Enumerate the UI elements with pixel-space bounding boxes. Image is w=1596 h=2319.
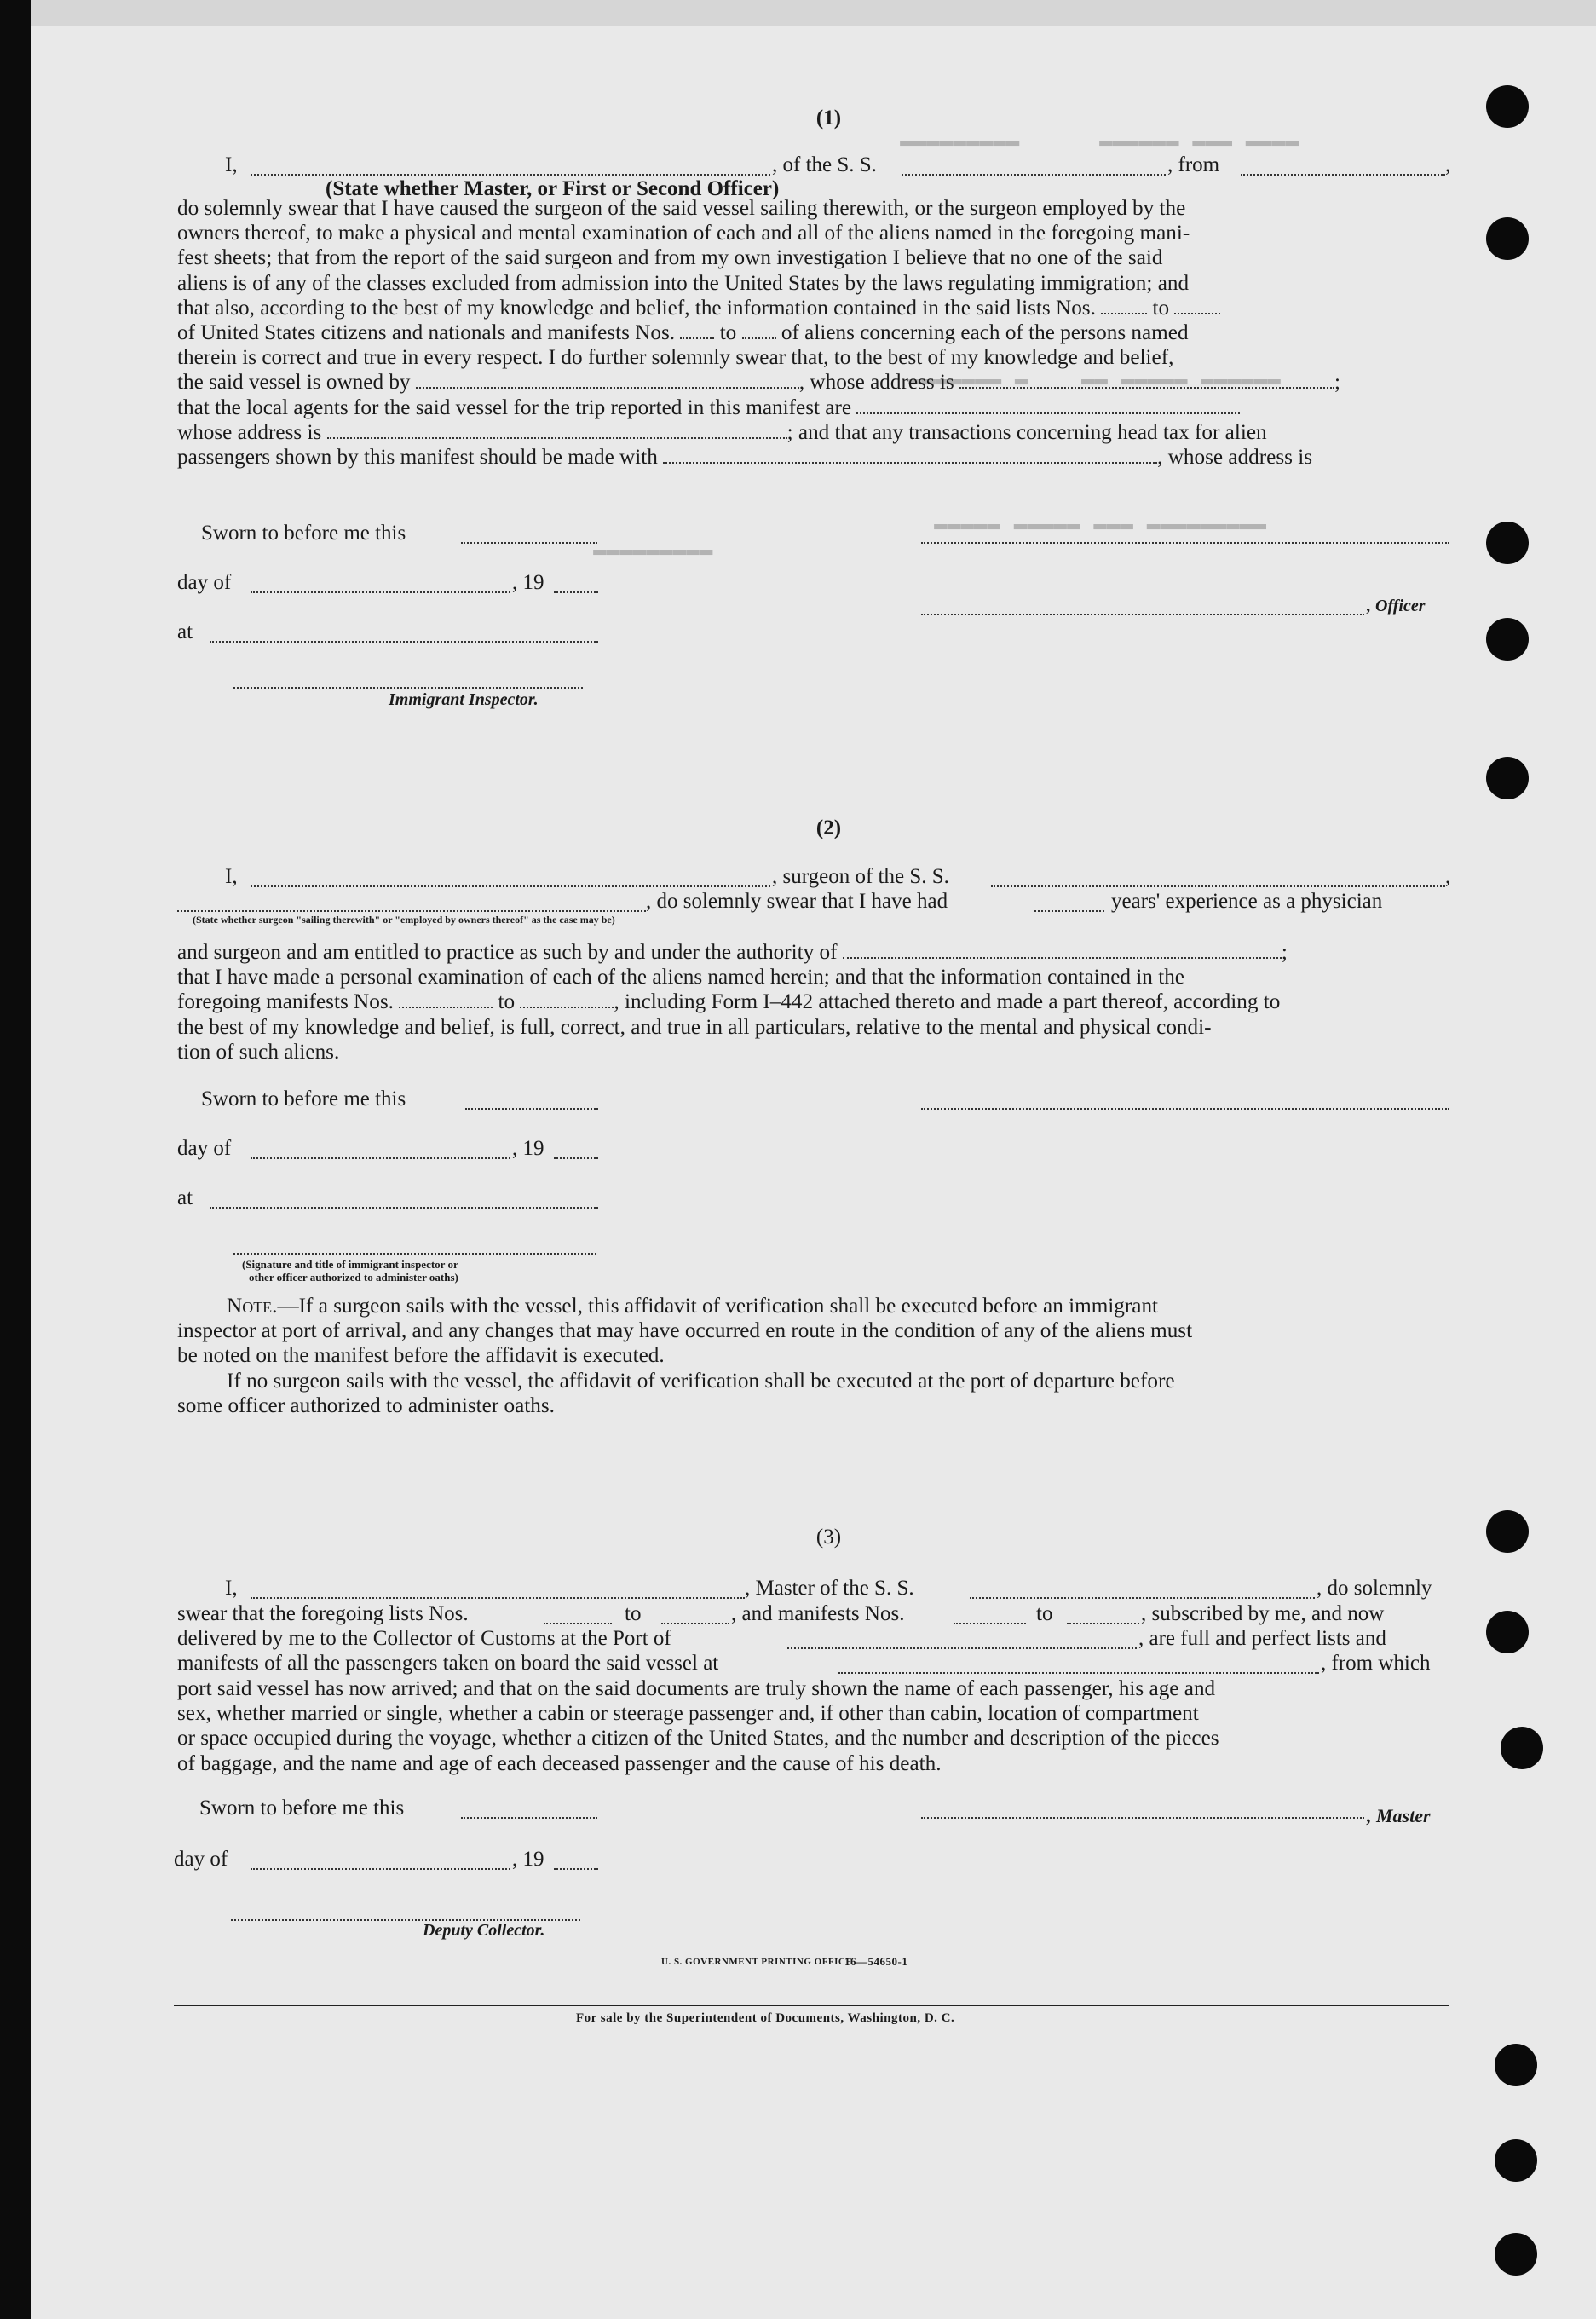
note-line: some officer authorized to administer oaths. [177, 1393, 555, 1417]
s1-agents-field[interactable] [856, 412, 1240, 414]
s1-year-label: , 19 [512, 571, 544, 594]
s3-sworn-label: Sworn to before me this [199, 1797, 405, 1820]
s1-officer-caption: , Officer [1367, 597, 1426, 615]
s1-place-field[interactable] [210, 641, 598, 643]
punch-hole [1486, 757, 1529, 799]
s2-oath-text [177, 940, 1452, 1064]
section-2-heading: (2) [815, 816, 842, 839]
s2-surgeon-signature-line[interactable] [921, 1108, 1449, 1110]
bleed-through-texture: ▬▬▬▬▬▬▬▬▬ ▬▬▬ ▬▬▬▬▬ ▬▬▬▬▬ [934, 511, 1267, 537]
s3-port-field[interactable] [787, 1647, 1137, 1649]
punch-hole [1486, 217, 1529, 260]
s1-line: fest sheets; that from the report of the said surgeon and from my own investigation I believe that no one of the said [177, 246, 1163, 270]
s1-officer-rank-field[interactable] [251, 174, 770, 176]
s2-line: tion of such aliens. [177, 1040, 340, 1064]
s1-list-from-field[interactable] [1101, 313, 1147, 314]
s3-delivered: delivered by me to the Collector of Customs at the Port of [177, 1627, 671, 1650]
section-1-heading: (1) [815, 107, 842, 130]
s2-vessel-field[interactable] [991, 885, 1445, 887]
s2-sworn-label: Sworn to before me this [201, 1087, 406, 1110]
section-3-heading: (3) [815, 1526, 842, 1549]
s1-line-text: whose address is [177, 420, 322, 444]
punch-hole [1486, 1611, 1529, 1653]
s1-semicolon: ; [1334, 371, 1341, 395]
s2-sworn-day-field[interactable] [465, 1108, 598, 1110]
s3-master-caption: , Master [1367, 1805, 1431, 1826]
note-line [177, 1294, 1452, 1318]
s1-head-tax: ; and that any transactions concerning head tax for alien [786, 420, 1267, 444]
s2-line [177, 940, 1452, 965]
bleed-through-texture: ▬▬▬▬▬▬▬▬▬ [593, 537, 713, 562]
s1-line [177, 395, 1452, 420]
s3-manifest-to-field[interactable] [1067, 1623, 1139, 1624]
s2-surgeon-of: , surgeon of the S. S. [772, 865, 949, 888]
s1-line [177, 445, 1452, 470]
s1-month-field[interactable] [251, 591, 510, 593]
for-sale-notice: For sale by the Superintendent of Documents, Washington, D. C. [576, 2011, 955, 2025]
s3-manifests-all: manifests of all the passengers taken on board the said vessel at [177, 1652, 719, 1675]
note-line: If no surgeon sails with the vessel, the affidavit of verification shall be executed at the port of departure before [227, 1369, 1175, 1393]
s1-owner-address-field[interactable] [959, 387, 1334, 389]
s1-aliens-concerning: of aliens concerning each of the persons named [781, 321, 1189, 345]
s2-year-label: , 19 [512, 1137, 544, 1160]
s3-manifests: , and manifests Nos. [731, 1602, 905, 1625]
s2-note [177, 1294, 1452, 1418]
s1-manifest-from-field[interactable] [680, 337, 714, 339]
note-line: be noted on the manifest before the affidavit is executed. [177, 1344, 665, 1368]
s3-to: to [625, 1602, 642, 1625]
s1-rank-caption: (State whether Master, or First or Second Officer) [326, 177, 780, 200]
s1-officer-title-line[interactable] [921, 614, 1364, 615]
s3-line: sex, whether married or single, whether a cabin or steerage passenger and, if other than cabin, location of compartment [177, 1702, 1199, 1726]
s3-master-of: , Master of the S. S. [745, 1577, 914, 1600]
s1-sworn-label: Sworn to before me this [201, 522, 406, 545]
s3-day-of-label: day of [174, 1848, 228, 1871]
s1-at-label: at [177, 620, 193, 643]
page-top-edge [31, 0, 1596, 26]
note-line-text: —If a surgeon sails with the vessel, this affidavit of verification shall be executed before an immigrant [277, 1295, 1159, 1318]
punch-hole [1495, 2233, 1537, 2276]
s1-line: owners thereof, to make a physical and mental examination of each and all of the aliens named in the foregoing mani- [177, 222, 1190, 245]
s3-master-name-field[interactable] [251, 1597, 745, 1599]
s1-year-field[interactable] [554, 591, 598, 593]
s1-line [177, 296, 1452, 320]
s1-line-text: of United States citizens and nationals and manifests Nos. [177, 321, 676, 345]
s2-signature-caption [242, 1258, 458, 1284]
s1-line [177, 420, 1452, 445]
s3-line: or space occupied during the voyage, whether a citizen of the United States, and the number and description of the pieces [177, 1727, 1219, 1751]
s2-surgeon-name-field[interactable] [251, 885, 770, 887]
s1-port-field[interactable] [1241, 174, 1445, 176]
s3-embarkation-port-field[interactable] [838, 1672, 1319, 1674]
note-label: Note. [227, 1295, 278, 1318]
printing-office-imprint: U. S. GOVERNMENT PRINTING OFFICE [661, 1957, 853, 1967]
s1-day-of-label: day of [177, 571, 232, 594]
s3-subscribed: , subscribed by me, and now [1141, 1602, 1385, 1625]
s1-list-to-field[interactable] [1174, 313, 1220, 314]
s3-full-perfect: , are full and perfect lists and [1138, 1627, 1386, 1650]
s1-vessel-field[interactable] [902, 174, 1166, 176]
s2-status-caption: (State whether surgeon "sailing therewith" or "employed by owners thereof" as the case may be) [193, 914, 615, 926]
s2-comma: , [1445, 865, 1451, 888]
punch-hole [1486, 522, 1529, 564]
s1-officer-signature-line[interactable] [921, 542, 1449, 544]
s2-line-text: foregoing manifests Nos. [177, 990, 394, 1014]
s3-do-solemnly: , do solemnly [1317, 1577, 1432, 1600]
s1-line-text: that the local agents for the said vessel for the trip reported in this manifest are [177, 395, 852, 419]
s3-swear-lists: swear that the foregoing lists Nos. [177, 1602, 469, 1625]
s2-swear-years: , do solemnly swear that I have had [646, 890, 948, 913]
s2-line [177, 989, 1452, 1014]
s1-oath-text [177, 196, 1452, 470]
s1-comma: , [1445, 153, 1451, 176]
s2-i: I, [225, 865, 238, 888]
s2-status-field[interactable] [177, 910, 646, 912]
s2-manifest-to-field[interactable] [520, 1007, 614, 1008]
s2-to: to [498, 990, 516, 1014]
s1-line-text: that also, according to the best of my knowledge and belief, the information contained in the said lists Nos. [177, 296, 1096, 320]
punch-hole [1501, 1727, 1543, 1769]
s1-line: aliens is of any of the classes excluded from admission into the United States by the laws regulating immigration; and [177, 271, 1190, 295]
footer-rule [174, 2005, 1449, 2006]
s1-from: , from [1167, 153, 1220, 176]
punch-hole [1486, 618, 1529, 661]
s1-inspector-caption: Immigrant Inspector. [389, 690, 539, 709]
s1-i: I, [225, 153, 238, 176]
s2-form: , including Form I–442 attached thereto and made a part thereof, according to [614, 990, 1281, 1014]
s2-line: the best of my knowledge and belief, is full, correct, and true in all particulars, relative to the mental and physical condi- [177, 1015, 1212, 1039]
s3-list-to-field[interactable] [661, 1623, 729, 1624]
s2-month-field[interactable] [251, 1157, 510, 1159]
s1-owner-field[interactable] [416, 387, 799, 389]
s3-i: I, [225, 1577, 238, 1600]
s2-manifest-from-field[interactable] [399, 1007, 493, 1008]
s3-sworn-day-field[interactable] [461, 1817, 597, 1819]
s1-manifest-to-field[interactable] [742, 337, 776, 339]
s1-to: to [1152, 296, 1170, 320]
s1-whose-address-2: , whose address is [1157, 446, 1313, 470]
s3-year-field[interactable] [554, 1868, 598, 1870]
s3-manifest-from-field[interactable] [954, 1623, 1026, 1624]
s3-line: port said vessel has now arrived; and that on the said documents are truly shown the name of each passenger, his age and [177, 1677, 1216, 1700]
punch-hole [1495, 2139, 1537, 2182]
s2-semicolon: ; [1281, 941, 1288, 964]
s1-line: do solemnly swear that I have caused the surgeon of the said vessel sailing therewith, or the surgeon employed by the [177, 197, 1186, 220]
s2-years-experience: years' experience as a physician [1111, 890, 1383, 913]
s2-caption-line: other officer authorized to administer oaths) [249, 1271, 458, 1284]
s1-to: to [719, 321, 737, 345]
s2-caption-line: (Signature and title of immigrant inspector or [242, 1258, 458, 1271]
s1-inspector-signature-line[interactable] [233, 687, 583, 689]
form-number: 16—54650-1 [844, 1955, 908, 1968]
s3-deputy-caption: Deputy Collector. [423, 1921, 545, 1940]
s1-line: therein is correct and true in every respect. I do further solemnly swear that, to the best of my knowledge and belief, [177, 346, 1174, 370]
s1-sworn-day-field[interactable] [461, 542, 597, 544]
s3-list-from-field[interactable] [544, 1623, 612, 1624]
s3-master-signature-line[interactable] [921, 1817, 1364, 1819]
s3-to-2: to [1036, 1602, 1053, 1625]
s1-agents-address-field[interactable] [327, 437, 787, 439]
s1-line [177, 370, 1452, 395]
s2-inspector-signature-line[interactable] [233, 1253, 596, 1255]
s1-line-text: passengers shown by this manifest should be made with [177, 446, 658, 470]
s1-line [177, 320, 1452, 345]
bleed-through-texture: ▬▬▬▬ ▬▬▬ ▬▬▬▬▬▬ ▬▬▬▬▬▬▬▬▬ [900, 128, 1299, 153]
s2-years-field[interactable] [1034, 910, 1104, 912]
s1-line-text: the said vessel is owned by [177, 371, 411, 395]
s3-from-which: , from which [1321, 1652, 1431, 1675]
s2-place-field[interactable] [210, 1207, 598, 1209]
note-line: inspector at port of arrival, and any changes that may have occurred en route in the condition of any of the aliens must [177, 1319, 1193, 1343]
s1-whose-address: , whose address is [798, 371, 954, 395]
s3-month-field[interactable] [251, 1868, 510, 1870]
s2-line: that I have made a personal examination of each of the aliens named herein; and that the information contained in the [177, 966, 1184, 989]
s2-line-text: and surgeon and am entitled to practice as such by and under the authority of [177, 941, 838, 964]
s2-at-label: at [177, 1186, 193, 1209]
punch-hole [1495, 2044, 1537, 2086]
s2-authority-field[interactable] [843, 957, 1282, 959]
s3-year-label: , 19 [512, 1848, 544, 1871]
s1-of-ss: , of the S. S. [772, 153, 877, 176]
s2-year-field[interactable] [554, 1157, 598, 1159]
s3-oath-text [177, 1676, 1452, 1776]
s2-day-of-label: day of [177, 1137, 232, 1160]
s3-line: of baggage, and the name and age of each deceased passenger and the cause of his death. [177, 1751, 942, 1775]
bleed-through-texture: ▬▬▬▬▬▬ ▬▬▬▬▬ ▬▬ ▬ ▬▬▬▬▬▬▬ [908, 366, 1281, 392]
s1-head-tax-contact-field[interactable] [663, 462, 1157, 464]
s3-vessel-field[interactable] [970, 1597, 1315, 1599]
